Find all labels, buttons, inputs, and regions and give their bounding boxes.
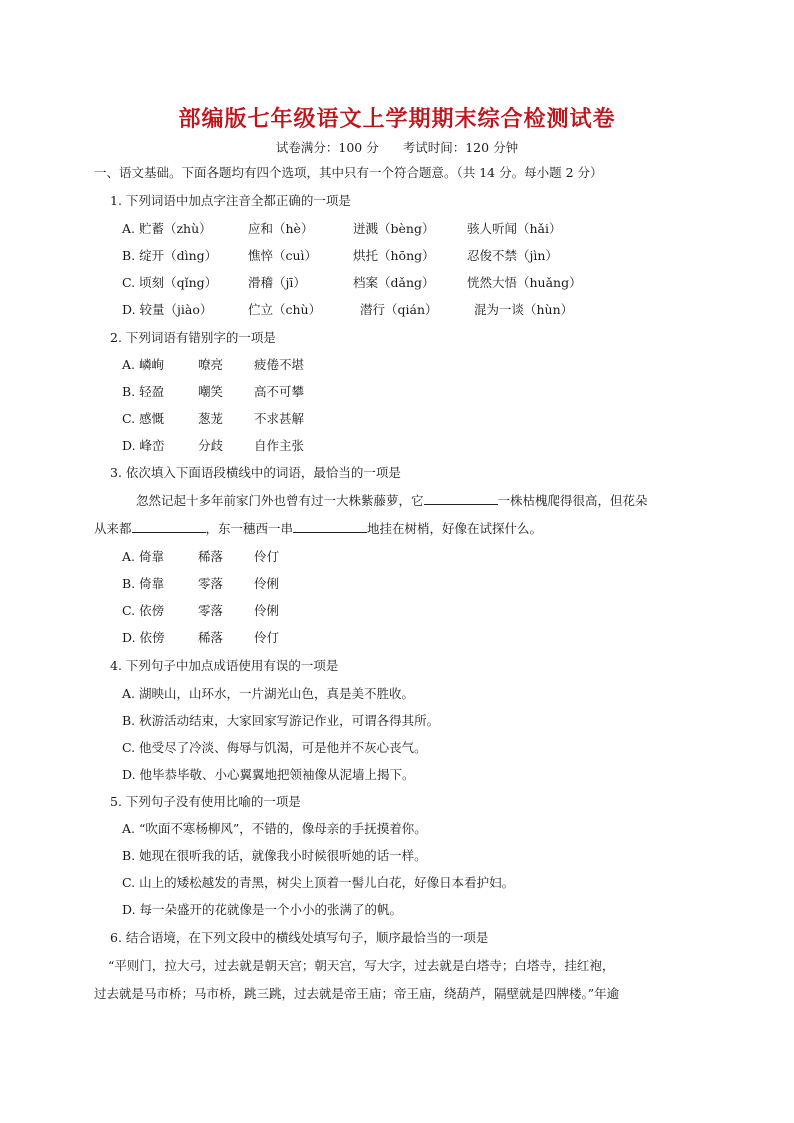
option-text: 伫立（chù）	[248, 302, 322, 317]
option-text: B. 倚靠	[122, 576, 165, 591]
exam-meta	[0, 138, 794, 156]
option-text: 烘托（hōng）	[353, 248, 435, 263]
q4-option-a: A. 湖映山，山环水，一片湖光山色，真是美不胜收。	[122, 686, 414, 701]
question-5-stem: 5. 下列句子没有使用比喻的一项是	[110, 794, 301, 809]
q4-option-d: D. 他毕恭毕敬、小心翼翼地把领袖像从泥墙上揭下。	[122, 767, 415, 782]
question-2-stem: 2. 下列词语有错别字的一项是	[110, 330, 276, 345]
option-text: C. 感慨	[122, 411, 165, 426]
fill-blank	[424, 492, 498, 505]
option-text: 憔悴（cuì）	[248, 248, 318, 263]
question-4-stem: 4. 下列句子中加点成语使用有误的一项是	[110, 658, 339, 673]
option-text: 稀落	[198, 630, 224, 645]
full-score: 试卷满分：100 分	[275, 140, 379, 155]
exam-time: 考试时间：120 分钟	[402, 140, 519, 155]
option-text: B. 轻盈	[122, 384, 165, 399]
option-text: 混为一谈（hùn）	[474, 302, 574, 317]
option-text: 应和（hè）	[248, 221, 314, 236]
option-text: 骇人听闻（hǎi）	[467, 221, 562, 236]
passage-text: 地挂在树梢，好像在试探什么。	[367, 521, 543, 536]
option-text: 自作主张	[254, 438, 305, 453]
fill-blank	[293, 520, 367, 533]
option-text: 高不可攀	[254, 384, 305, 399]
option-text: A. 嶙峋	[122, 357, 164, 372]
option-text: 潜行（qián）	[360, 302, 438, 317]
option-text: D. 峰峦	[122, 438, 165, 453]
option-text: 分歧	[198, 438, 224, 453]
q4-option-c: C. 他受尽了冷淡、侮辱与饥渴，可是他并不灰心丧气。	[122, 740, 427, 755]
option-text: 葱茏	[198, 411, 224, 426]
option-text: 零落	[198, 603, 224, 618]
q4-option-b: B. 秋游活动结束，大家回家写游记作业，可谓各得其所。	[122, 713, 440, 728]
option-text: 忍俊不禁（jìn）	[467, 248, 558, 263]
option-text: D. 依傍	[122, 630, 165, 645]
q5-option-a: A. “吹面不寒杨柳风”，不错的，像母亲的手抚摸着你。	[122, 821, 427, 836]
option-text: 疲倦不堪	[254, 357, 305, 372]
q3-passage-line-1	[136, 492, 648, 510]
option-text: 滑稽（jī）	[248, 275, 306, 290]
q6-passage-line-2: 过去就是马市桥；马市桥，跳三跳，过去就是帝王庙；帝王庙，绕葫芦，隔壁就是四牌楼。”年逾	[94, 986, 620, 1001]
option-text: 嘹亮	[198, 357, 224, 372]
fill-blank	[132, 520, 206, 533]
section-heading: 一、语文基础。下面各题均有四个选项，其中只有一个符合题意。（共 14 分。每小题 2 分）	[94, 165, 603, 180]
option-text: 恍然大悟（huǎng）	[467, 275, 582, 290]
passage-text: 忽然记起十多年前家门外也曾有过一大株紫藤萝，它	[136, 493, 424, 508]
option-text: 伶俐	[254, 603, 280, 618]
option-text: 迸溅（bèng）	[353, 221, 435, 236]
question-1-stem: 1. 下列词语中加点字注音全都正确的一项是	[110, 193, 351, 208]
option-text: A. 倚靠	[122, 549, 164, 564]
option-text: D. 较量（jiào）	[122, 302, 213, 317]
option-text: B. 绽开（dìng）	[122, 248, 218, 263]
option-text: 零落	[198, 576, 224, 591]
option-text: C. 依傍	[122, 603, 165, 618]
q6-passage-line-1: “平则门，拉大弓，过去就是朝天宫；朝天宫，写大字，过去就是白塔寺；白塔寺，挂红袍，	[108, 958, 615, 973]
passage-text: ，东一穗西一串	[205, 521, 294, 536]
option-text: 不求甚解	[254, 411, 305, 426]
option-text: 稀落	[198, 549, 224, 564]
passage-text: 一株枯槐爬得很高，但花朵	[497, 493, 648, 508]
option-text: 档案（dǎng）	[353, 275, 435, 290]
q3-passage-line-2	[94, 520, 542, 538]
q5-option-b: B. 她现在很听我的话，就像我小时候很听她的话一样。	[122, 848, 427, 863]
option-text: 伶仃	[254, 630, 280, 645]
passage-text: 从来都	[94, 521, 132, 536]
option-text: C. 顷刻（qǐng）	[122, 275, 218, 290]
q5-option-c: C. 山上的矮松越发的青黑，树尖上顶着一髻儿白花，好像日本看护妇。	[122, 875, 515, 890]
question-3-stem: 3. 依次填入下面语段横线中的词语，最恰当的一项是	[110, 465, 401, 480]
q5-option-d: D. 每一朵盛开的花就像是一个小小的张满了的帆。	[122, 902, 403, 917]
option-text: 伶俐	[254, 576, 280, 591]
option-text: A. 贮蓄（zhù）	[122, 221, 212, 236]
option-text: 嘲笑	[198, 384, 224, 399]
question-6-stem: 6. 结合语境，在下列文段中的横线处填写句子，顺序最恰当的一项是	[110, 930, 489, 945]
page-title: 部编版七年级语文上学期期末综合检测试卷	[178, 107, 616, 132]
option-text: 伶仃	[254, 549, 280, 564]
